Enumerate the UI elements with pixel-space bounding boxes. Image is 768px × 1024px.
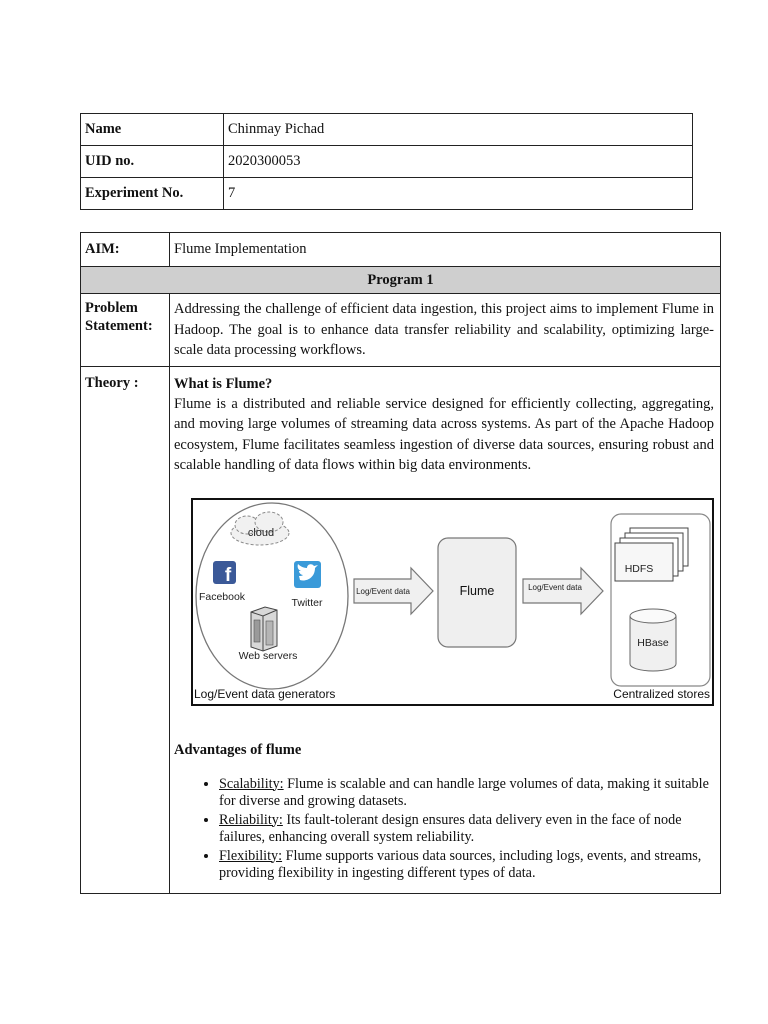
problem-text: Addressing the challenge of efficient data ingestion, this project aims to implement Flume in Hadoop. The goal is to enhance data transfer reliability and scalability, optimizing large-scale data processing workflows. [170,294,721,367]
advantage-text: Flume is scalable and can handle large volumes of data, making it suitable for diverse and growing datasets. [219,775,709,809]
program-heading: Program 1 [81,267,721,294]
aim-label: AIM: [81,233,170,267]
theory-row [81,366,721,893]
name-row [81,114,693,146]
advantage-text: Its fault-tolerant design ensures data delivery even in the face of node failures, enhancing overall system reliability. [219,811,682,845]
theory-cell [170,366,721,893]
diagram-canvas [193,500,712,704]
advantage-text: Flume supports various data sources, including logs, events, and streams, providing flexibility in ingesting different types of data. [219,847,702,881]
uid-row [81,146,693,178]
hbase-label: HBase [637,636,669,649]
theory-text: Flume is a distributed and reliable service designed for efficiently collecting, aggregating, and moving large volumes of streaming data across systems. As part of the Apache Hadoop ecosystem, Flume facilitates seamless ingestion of diverse data sources, ensuring robust and scalable handling of data flows within big data environments. [174,395,714,473]
advantage-item [219,776,714,811]
student-info-table [80,113,693,210]
program-row [81,267,721,294]
advantage-term: Flexibility: [219,847,283,864]
facebook-glyph: f [224,564,232,586]
experiment-row [81,178,693,210]
theory-label: Theory : [81,366,170,893]
generators-caption: Log/Event data generators [194,686,336,701]
advantage-term: Scalability: [219,775,284,792]
cloud-label: cloud [247,526,275,539]
advantage-term: Reliability: [219,811,283,828]
aim-row [81,233,721,267]
name-value: Chinmay Pichad [224,114,693,146]
advantage-item [219,848,714,883]
experiment-table [80,232,721,894]
advantages-title: Advantages of flume [174,741,302,758]
theory-heading: What is Flume? [174,375,273,392]
flume-label: Flume [459,583,495,598]
twitter-label: Twitter [291,596,323,609]
problem-label: Problem Statement: [81,294,170,367]
arrow1-label: Log/Event data [356,586,410,596]
facebook-label: Facebook [198,590,246,603]
experiment-label: Experiment No. [81,178,224,210]
web-servers-label: Web servers [238,649,298,662]
web-server-icon [251,607,277,651]
problem-row [81,294,721,367]
uid-label: UID no. [81,146,224,178]
twitter-icon [294,561,321,588]
stores-caption: Centralized stores [613,686,710,701]
aim-value: Flume Implementation [170,233,721,267]
flume-architecture-diagram [191,498,714,706]
advantage-item [219,812,714,847]
name-label: Name [81,114,224,146]
experiment-value: 7 [224,178,693,210]
advantages-list [174,776,714,883]
facebook-icon [213,561,236,586]
arrow2-label: Log/Event data [528,582,582,592]
uid-value: 2020300053 [224,146,693,178]
hdfs-label: HDFS [624,562,654,575]
